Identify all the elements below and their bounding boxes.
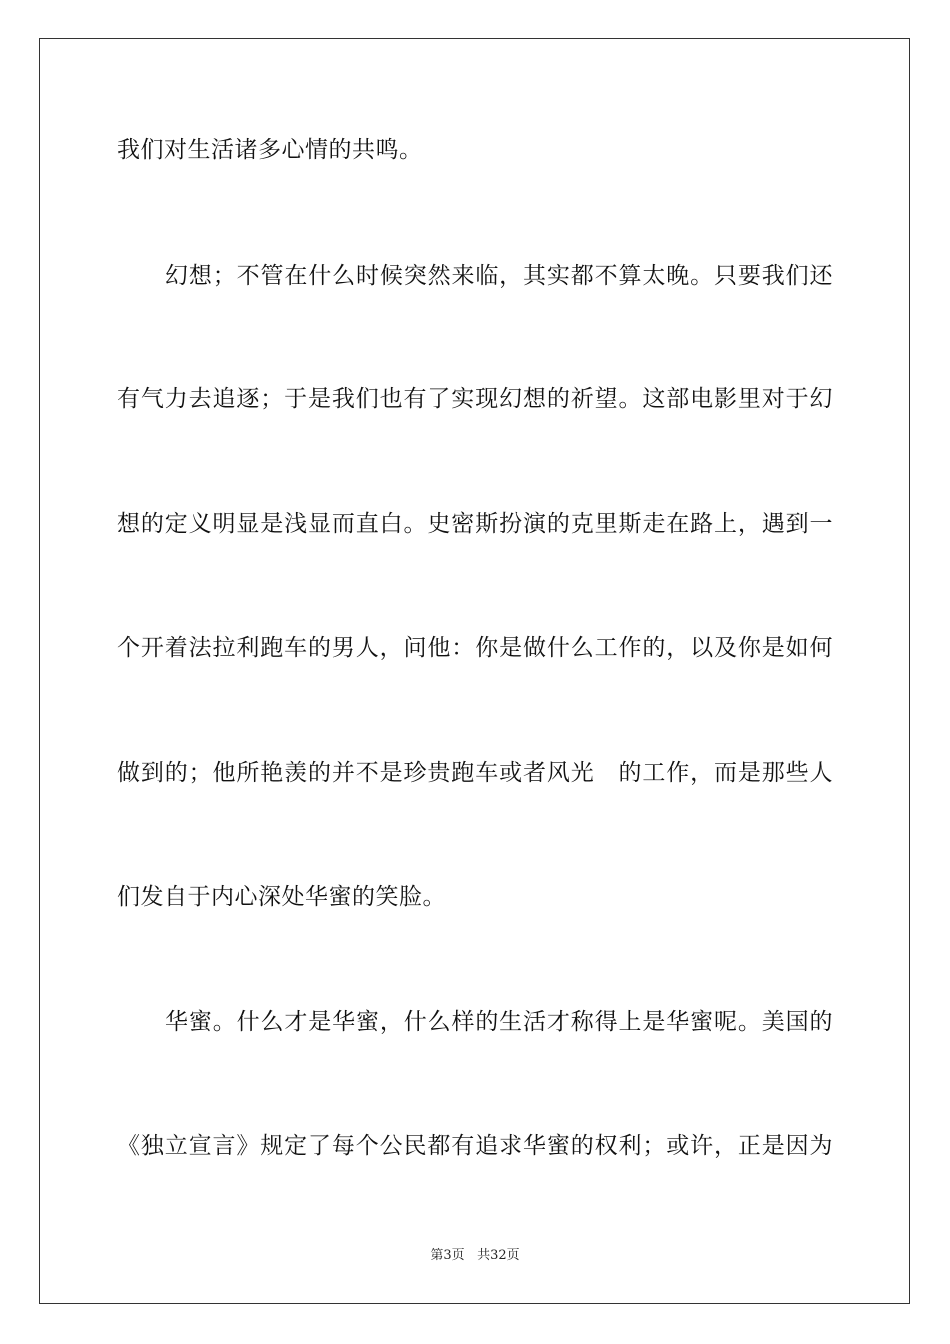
text-line-5: 个开着法拉利跑车的男人，问他：你是做什么工作的，以及你是如何 [117,635,833,661]
text-line-9: 《独立宣言》规定了每个公民都有追求华蜜的权利；或许，正是因为 [117,1133,833,1159]
text-line-7: 们发自于内心深处华蜜的笑脸。 [117,884,446,910]
page-total: 共32页 [477,1248,520,1263]
page-number: 第3页 [430,1248,465,1263]
page-border [39,38,910,1304]
text-line-2: 幻想；不管在什么时候突然来临，其实都不算太晚。只要我们还 [165,263,833,289]
text-line-8: 华蜜。什么才是华蜜，什么样的生活才称得上是华蜜呢。美国的 [165,1009,833,1035]
page-footer [0,1247,950,1265]
text-line-3: 有气力去追逐；于是我们也有了实现幻想的祈望。这部电影里对于幻 [117,386,833,412]
text-line-1: 我们对生活诸多心情的共鸣。 [117,137,423,163]
text-line-6: 做到的；他所艳羡的并不是珍贵跑车或者风光 的工作，而是那些人 [117,760,833,786]
text-line-4: 想的定义明显是浅显而直白。史密斯扮演的克里斯走在路上，遇到一 [117,511,833,537]
